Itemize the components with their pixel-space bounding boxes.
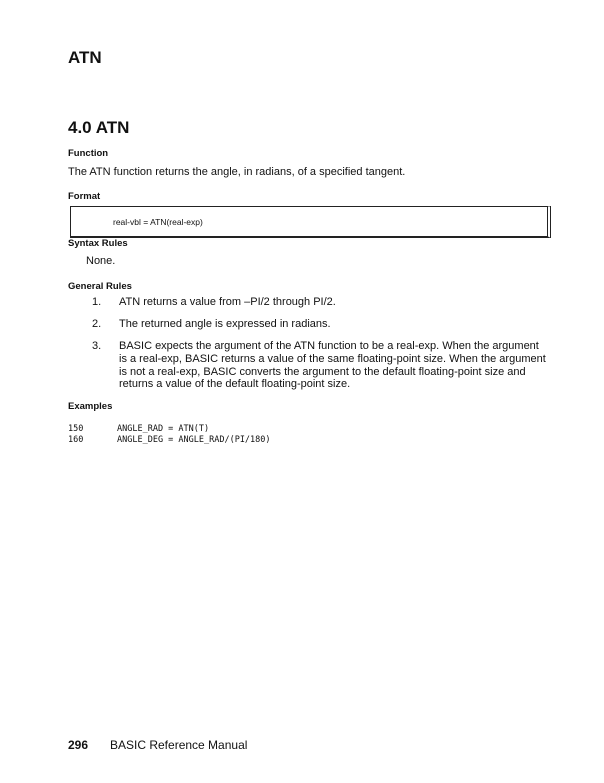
section-title: 4.0 ATN (68, 118, 130, 137)
examples-heading: Examples (68, 401, 113, 412)
rule-text: BASIC expects the argument of the ATN function to be a real-exp. When the argument is a real-exp, BASIC returns a value of the same floating-point size. When the argument is not a real-exp, BASIC converts the argument to the default floating-point size and returns a value of the default floating-point size. (119, 340, 546, 391)
syntax-rules-heading: Syntax Rules (68, 238, 128, 249)
general-rules-heading: General Rules (68, 281, 132, 292)
example-code: ANGLE_RAD = ATN(T) (117, 424, 210, 434)
rule-text: ATN returns a value from –PI/2 through PI/2. (119, 296, 336, 308)
rule-text: The returned angle is expressed in radians. (119, 318, 331, 330)
format-syntax: real-vbl = ATN(real-exp) (113, 217, 203, 227)
format-heading: Format (68, 191, 101, 202)
running-header: ATN (68, 48, 102, 67)
example-code: ANGLE_DEG = ANGLE_RAD/(PI/180) (117, 435, 271, 445)
format-box (70, 206, 551, 238)
page-number: 296 (68, 738, 89, 752)
rule-number: 2. (92, 318, 102, 330)
syntax-rules-text: None. (86, 255, 116, 267)
footer-title: BASIC Reference Manual (110, 738, 248, 752)
example-line-number: 150 (68, 424, 84, 434)
example-line-number: 160 (68, 435, 84, 445)
rule-number: 3. (92, 340, 102, 352)
function-text: The ATN function returns the angle, in radians, of a specified tangent. (68, 166, 406, 178)
rule-number: 1. (92, 296, 102, 308)
function-heading: Function (68, 148, 109, 159)
